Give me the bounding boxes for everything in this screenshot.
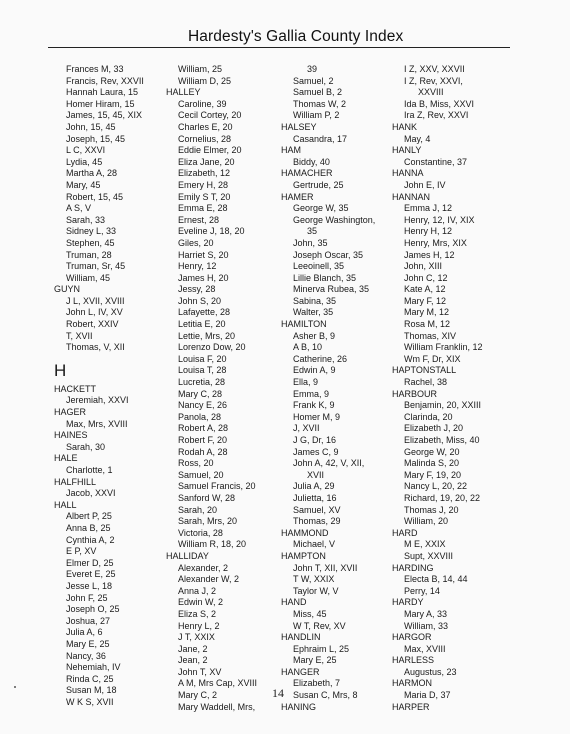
index-entry: Clarinda, 20 [404, 411, 453, 422]
index-entry: Max, Mrs, XVIII [66, 418, 128, 429]
index-entry: Robert F, 20 [178, 435, 228, 445]
index-entry: Joseph, 15, 45 [66, 133, 126, 144]
index-entry: Biddy, 40 [293, 156, 330, 167]
surname-heading: HANNAN [392, 191, 431, 202]
index-entry: Sarah, Mrs, 20 [178, 516, 238, 527]
index-entry: Jacob, XXVI [66, 488, 116, 499]
index-entry: Jesse L, 18 [66, 580, 113, 591]
index-entry: Mary A, 33 [404, 608, 448, 619]
section-letter: H [54, 360, 67, 380]
surname-heading: GUYN [54, 284, 81, 295]
surname-heading: HAINES [54, 430, 88, 441]
index-entry: Anna B, 25 [66, 522, 111, 533]
index-entry: Francis, Rev, XXVII [66, 75, 144, 86]
surname-heading: HAGER [54, 407, 87, 418]
index-entry: Julia A, 29 [293, 481, 335, 492]
index-entry: Letitia E, 20 [178, 319, 226, 330]
index-entry: John E, IV [404, 179, 446, 190]
index-entry: Sarah, 20 [178, 504, 218, 515]
index-entry: Elizabeth, 7 [293, 678, 341, 689]
index-entry: John S, 20 [178, 295, 222, 306]
index-entry: Mary C, 28 [178, 388, 223, 399]
index-entry: Robert, 15, 45 [66, 191, 124, 202]
index-entry: Harriet S, 20 [178, 249, 229, 260]
index-entry: Julia A, 6 [66, 627, 103, 638]
index-entry: James, 15, 45, XIX [66, 110, 143, 121]
index-entry: Elizabeth, 12 [178, 168, 231, 179]
index-entry: Truman, Sr, 45 [66, 261, 126, 272]
index-entry: Gertrude, 25 [293, 179, 344, 190]
index-entry: Charles E, 20 [178, 121, 233, 132]
index-entry: Alexander, 2 [178, 562, 229, 573]
index-entry: Asher B, 9 [293, 330, 336, 341]
index-entry: Mary M, 12 [404, 307, 450, 318]
index-entry: Edwin A, 9 [293, 365, 336, 376]
index-entry: Samuel, XV [293, 504, 341, 515]
index-entry: Martha A, 28 [66, 168, 118, 179]
index-entry: John F, 25 [66, 592, 108, 603]
index-entry: Lafayette, 28 [178, 307, 231, 318]
index-entry: I Z, XXV, XXVII [404, 64, 465, 74]
index-column-3 [281, 64, 375, 713]
index-entry: Louisa T, 28 [178, 365, 227, 376]
index-entry: Thomas, 29 [293, 516, 341, 527]
index-entry: John, 15, 45 [66, 121, 116, 132]
index-entry: Emma, 9 [293, 388, 330, 399]
index-entry: Henry, 12 [178, 261, 217, 272]
surname-heading: HANNA [392, 168, 424, 179]
surname-heading: HAMER [281, 191, 314, 202]
index-entry: Anna J, 2 [178, 585, 217, 596]
index-entry: Rosa M, 12 [404, 319, 451, 330]
index-entry: Nancy, 36 [66, 650, 106, 661]
index-entry: Ida B, Miss, XXVI [404, 98, 475, 109]
index-entry: Elmer D, 25 [66, 557, 114, 568]
index-entry: Eliza Jane, 20 [178, 156, 235, 167]
index-entry: T, XVII [66, 330, 93, 341]
index-entry: Lucretia, 28 [178, 377, 226, 388]
index-entry: A M, Mrs Cap, XVIII [178, 678, 258, 689]
index-entry: J, XVII [293, 423, 320, 434]
index-entry: Emma J, 12 [404, 203, 453, 214]
index-entry: Leeoinell, 35 [293, 261, 345, 272]
surname-heading: HARLESS [392, 655, 435, 666]
index-entry: Sarah, 33 [66, 214, 106, 225]
index-entry: Benjamin, 20, XXIII [404, 400, 482, 411]
index-entry-continuation: 39 [307, 64, 318, 74]
index-entry: John A, 42, V, XII, [293, 458, 365, 469]
index-entry: Sabina, 35 [293, 295, 337, 306]
index-entry: James H, 12 [404, 249, 455, 260]
index-entry: Lydia, 45 [66, 156, 103, 167]
index-entry: Elizabeth, Miss, 40 [404, 435, 480, 445]
index-entry: Rinda C, 25 [66, 673, 114, 684]
index-entry: Samuel, 20 [178, 469, 224, 480]
surname-heading: HANING [281, 701, 317, 712]
index-entry: John, XIII [404, 261, 443, 272]
index-entry: Eliza S, 2 [178, 608, 217, 619]
index-column-4 [392, 64, 483, 713]
index-entry: Minerva Rubea, 35 [293, 284, 370, 295]
surname-heading: HARGOR [392, 632, 432, 643]
index-entry: Electa B, 14, 44 [404, 574, 468, 585]
title-rule [48, 47, 510, 48]
surname-heading: HALSEY [281, 121, 317, 132]
surname-heading: HAPTONSTALL [392, 365, 457, 376]
index-entry: William, 25 [178, 64, 223, 74]
index-entry: John C, 12 [404, 272, 448, 283]
index-entry: James C, 9 [293, 446, 339, 457]
index-entry: Albert P, 25 [66, 511, 112, 522]
index-entry: Joseph Oscar, 35 [293, 249, 364, 260]
index-entry: Henry, Mrs, XIX [404, 237, 467, 248]
surname-heading: HARBOUR [392, 388, 438, 399]
index-entry: Jane, 2 [178, 643, 208, 654]
index-entry: Louisa F, 20 [178, 353, 227, 364]
index-entry: Cecil Cortey, 20 [178, 110, 242, 121]
index-entry: Homer Hiram, 15 [66, 98, 135, 109]
index-entry: Nehemiah, IV [66, 662, 121, 673]
index-entry: Everet E, 25 [66, 569, 116, 580]
index-entry: Eddie Elmer, 20 [178, 145, 242, 156]
index-entry: A S, V [66, 203, 92, 214]
index-entry: William, 20 [404, 516, 449, 527]
index-entry: A B, 10 [293, 342, 323, 353]
page-title: Hardesty's Gallia County Index [188, 28, 404, 45]
index-entry: Rodah A, 28 [178, 446, 228, 457]
index-entry: Supt, XXVIII [404, 550, 454, 561]
index-entry: Miss, 45 [293, 608, 327, 619]
index-entry: Cynthia A, 2 [66, 534, 115, 545]
page-number: 14 [272, 686, 284, 700]
index-entry: Jeremiah, XXVI [66, 395, 129, 406]
index-entry: Mary F, 12 [404, 295, 447, 306]
index-entry: William D, 25 [178, 75, 232, 86]
index-entry: Sarah, 30 [66, 441, 106, 452]
index-entry: Julietta, 16 [293, 492, 337, 503]
index-entry: George Washington, [293, 214, 376, 225]
index-entry: Casandra, 17 [293, 133, 348, 144]
index-entry: Samuel B, 2 [293, 87, 343, 98]
surname-heading: HAMMOND [281, 527, 329, 538]
index-column-1 [54, 64, 144, 708]
index-entry: Jean, 2 [178, 655, 208, 666]
index-entry: Mary E, 25 [66, 638, 110, 649]
index-entry: Malinda S, 20 [404, 458, 460, 469]
index-entry: Giles, 20 [178, 237, 214, 248]
index-entry: Mary E, 25 [293, 655, 337, 666]
index-entry: Panola, 28 [178, 411, 222, 422]
index-entry: William R, 18, 20 [178, 539, 247, 550]
index-entry: Susan C, Mrs, 8 [293, 690, 358, 701]
index-entry: Henry L, 2 [178, 620, 220, 631]
index-entry: Lorenzo Dow, 20 [178, 342, 246, 353]
index-entry: J L, XVII, XVIII [66, 295, 125, 306]
index-entry: Michael, V [293, 539, 336, 550]
index-entry: Joshua, 27 [66, 615, 111, 626]
surname-heading: HAMPTON [281, 550, 326, 561]
index-entry: Mary, 45 [66, 179, 101, 190]
index-entry: Sidney L, 33 [66, 226, 117, 237]
index-entry: Caroline, 39 [178, 98, 227, 109]
surname-heading: HAND [281, 597, 307, 608]
index-entry: Taylor W, V [293, 585, 339, 596]
index-entry: E P, XV [66, 546, 97, 557]
index-entry: Ephraim L, 25 [293, 643, 350, 654]
index-entry: Walter, 35 [293, 307, 334, 318]
index-entry: May, 4 [404, 133, 431, 144]
surname-heading: HARPER [392, 701, 430, 712]
index-entry: Rachel, 38 [404, 377, 448, 388]
index-entry: Max, XVIII [404, 643, 446, 654]
index-entry: W T, Rev, XV [293, 620, 346, 631]
scan-speck [14, 686, 16, 688]
index-entry: Emily S T, 20 [178, 191, 231, 202]
index-entry: Perry, 14 [404, 585, 440, 596]
index-entry: J T, XXIX [178, 632, 215, 643]
index-entry: William, 33 [404, 620, 449, 631]
index-entry: Cornelius, 28 [178, 133, 232, 144]
index-entry: Maria D, 37 [404, 690, 451, 701]
index-entry: W K S, XVII [66, 696, 114, 707]
index-entry: George W, 35 [293, 203, 349, 214]
index-entry: Mary Waddell, Mrs, [178, 701, 256, 712]
index-entry: William P, 2 [293, 110, 340, 121]
index-entry: Jessy, 28 [178, 284, 216, 295]
index-entry-continuation: XXVIII [418, 87, 444, 98]
surname-heading: HALLIDAY [166, 550, 209, 561]
index-entry: Henry, 12, IV, XIX [404, 214, 475, 225]
surname-heading: HALE [54, 453, 78, 464]
index-entry: Edwin W, 2 [178, 597, 224, 608]
index-entry: Emery H, 28 [178, 179, 229, 190]
surname-heading: HARMON [392, 678, 432, 689]
index-entry: M E, XXIX [404, 539, 446, 550]
index-entry: James H, 20 [178, 272, 229, 283]
index-entry: Hannah Laura, 15 [66, 87, 139, 98]
index-entry: Mary F, 19, 20 [404, 469, 462, 480]
surname-heading: HALLEY [166, 87, 201, 98]
surname-heading: HALL [54, 499, 77, 510]
index-entry: Robert, XXIV [66, 319, 119, 330]
index-entry: Augustus, 23 [404, 666, 457, 677]
index-column-2 [166, 64, 257, 713]
index-entry: Homer M, 9 [293, 411, 341, 422]
surname-heading: HANDLIN [281, 632, 321, 643]
index-entry-continuation: 35 [307, 226, 318, 237]
index-entry: Nancy L, 20, 22 [404, 481, 468, 492]
index-entry: Charlotte, 1 [66, 465, 113, 475]
index-entry: Catherine, 26 [293, 353, 348, 364]
surname-heading: HAMACHER [281, 168, 333, 179]
index-entry: Mary C, 2 [178, 690, 218, 701]
index-entry: Constantine, 37 [404, 156, 468, 167]
index-entry: Henry H, 12 [404, 226, 453, 237]
index-entry: T W, XXIX [293, 574, 335, 585]
index-entry: Lillie Blanch, 35 [293, 272, 357, 283]
index-entry: George W, 20 [404, 446, 460, 457]
surname-heading: HAMILTON [281, 319, 327, 330]
index-entry: Wm F, Dr, XIX [404, 353, 461, 364]
surname-heading: HANGER [281, 666, 320, 677]
surname-heading: HARD [392, 527, 418, 538]
index-entry: Truman, 28 [66, 249, 112, 260]
index-entry: Richard, 19, 20, 22 [404, 492, 481, 503]
index-entry: Elizabeth J, 20 [404, 423, 464, 434]
index-entry: Thomas W, 2 [293, 98, 347, 109]
index-entry: I Z, Rev, XXVI, [404, 75, 463, 86]
index-entry: Ross, 20 [178, 458, 214, 469]
index-entry: Sanford W, 28 [178, 492, 236, 503]
surname-heading: HANK [392, 121, 418, 132]
index-entry: Thomas, V, XII [66, 342, 125, 353]
index-entry: Samuel Francis, 20 [178, 481, 256, 492]
index-entry: Ella, 9 [293, 377, 319, 388]
index-entry: William Franklin, 12 [404, 342, 483, 353]
index-entry: Lettie, Mrs, 20 [178, 330, 236, 341]
surname-heading: HALFHILL [54, 476, 97, 487]
index-entry: Kate A, 12 [404, 284, 446, 295]
index-entry: John T, XV [178, 666, 222, 677]
index-entry: Emma E, 28 [178, 203, 228, 214]
index-entry: J G, Dr, 16 [293, 435, 337, 445]
index-entry: Susan M, 18 [66, 685, 117, 696]
index-entry: Frank K, 9 [293, 400, 335, 411]
index-entry: Frances M, 33 [66, 64, 124, 74]
index-entry: Thomas, XIV [404, 330, 457, 341]
index-entry: Samuel, 2 [293, 75, 334, 86]
index-entry: Victoria, 28 [178, 527, 223, 538]
index-entry: John T, XII, XVII [293, 562, 358, 573]
surname-heading: HANLY [392, 145, 422, 156]
surname-heading: HARDY [392, 597, 424, 608]
surname-heading: HAM [281, 145, 301, 156]
index-entry: Alexander W, 2 [178, 574, 240, 585]
index-entry: Thomas J, 20 [404, 504, 459, 515]
index-entry: William, 45 [66, 272, 111, 283]
index-entry-continuation: XVII [307, 469, 325, 480]
index-entry: John, 35 [293, 237, 328, 248]
surname-heading: HACKETT [54, 383, 97, 394]
index-entry: Stephen, 45 [66, 237, 115, 248]
index-entry: Ira Z, Rev, XXVI [404, 110, 469, 121]
index-entry: Joseph O, 25 [66, 604, 120, 615]
index-entry: John L, IV, XV [66, 307, 123, 318]
index-entry: Robert A, 28 [178, 423, 229, 434]
index-entry: L C, XXVI [66, 145, 106, 156]
index-entry: Nancy E, 26 [178, 400, 228, 411]
index-entry: Ernest, 28 [178, 214, 220, 225]
index-entry: Eveline J, 18, 20 [178, 226, 245, 237]
surname-heading: HARDING [392, 562, 434, 573]
